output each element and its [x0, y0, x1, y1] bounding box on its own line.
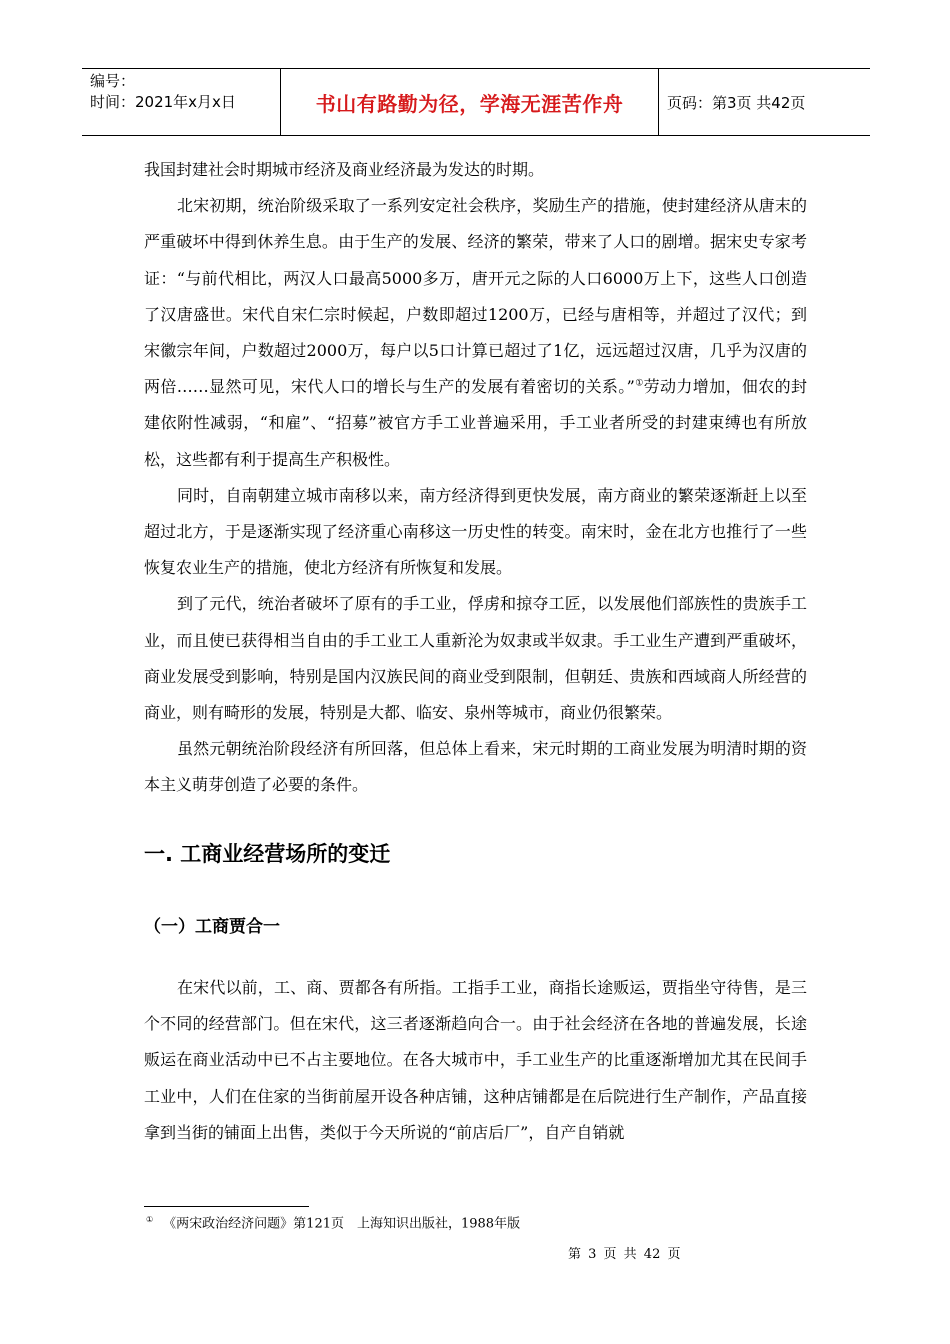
header-motto: 书山有路勤为径，学海无涯苦作舟	[281, 69, 659, 135]
footnote	[146, 1211, 520, 1233]
header-page-info: 页码：第3页 共42页	[667, 93, 806, 112]
section-body	[144, 970, 807, 1151]
footnote-mark: ①	[146, 1215, 154, 1224]
body-text	[144, 152, 807, 804]
paragraph-yuan-dynasty: 到了元代，统治者破坏了原有的手工业，俘虏和掠夺工匠，以发展他们部族性的贵族手工业，而且使已获得相当自由的手工业工人重新沦为奴隶或半奴隶。手工业生产遭到严重破坏，商业发展受到影响，特别是国内汉族民间的商业受到限制，但朝廷、贵族和西域商人所经营的商业，则有畸形的发展，特别是大都、临安、泉州等城市，商业仍很繁荣。	[144, 594, 807, 723]
paragraph-intro: 我国封建社会时期城市经济及商业经济最为发达的时期。	[144, 160, 545, 179]
date-label: 时间：2021年x月x日	[90, 93, 236, 111]
paragraph-northern-song	[144, 188, 807, 478]
doc-number-label: 编号：	[90, 72, 136, 90]
subsection-heading: （一）工商贾合一	[144, 917, 280, 937]
header-meta	[82, 69, 281, 135]
footnote-reference[interactable]: ①	[634, 378, 644, 389]
footnote-text: 《两宋政治经济问题》第121页 上海知识出版社，1988年版	[163, 1216, 521, 1232]
paragraph-northern-song-text-cont: 劳动力增加，佃农的封建依附性减弱，“和雇”、“招募”被官方手工业普遍采用，手工业者所受的封建束缚也有所放松，这些都有利于提高生产积极性。	[144, 377, 807, 469]
paragraph-northern-song-text: 北宋初期，统治阶级采取了一系列安定社会秩序，奖励生产的措施，使封建经济从唐末的严重破坏中得到休养生息。由于生产的发展、经济的繁荣，带来了人口的剧增。据宋史专家考证：“与前代相比，两汉人口最高5000多万，唐开元之际的人口6000万上下，这些人口创造了汉唐盛世。宋代自宋仁宗时候起，户数即超过1200万，已经与唐相等，并超过了汉代；到宋徽宗年间，户数超过2000万，每户以5口计算已超过了1亿，远远超过汉唐，几乎为汉唐的两倍……显然可见，宋代人口的增长与生产的发展有着密切的关系。”	[144, 196, 807, 397]
page-header	[82, 68, 870, 136]
paragraph-conclusion: 虽然元朝统治阶段经济有所回落，但总体上看来，宋元时期的工商业发展为明清时期的资本主义萌芽创造了必要的条件。	[144, 739, 807, 795]
footnote-divider	[144, 1206, 309, 1207]
paragraph-merchant-merge: 在宋代以前，工、商、贾都各有所指。工指手工业，商指长途贩运，贾指坐守待售，是三个不同的经营部门。但在宋代，这三者逐渐趋向合一。由于社会经济在各地的普遍发展，长途贩运在商业活动中已不占主要地位。在各大城市中，手工业生产的比重逐渐增加尤其在民间手工业中，人们在住家的当街前屋开设各种店铺，这种店铺都是在后院进行生产制作，产品直接拿到当街的铺面上出售，类似于今天所说的“前店后厂”，自产自销就	[144, 978, 807, 1142]
section-heading: 一. 工商业经营场所的变迁	[144, 842, 391, 866]
paragraph-southern-shift: 同时，自南朝建立城市南移以来，南方经济得到更快发展，南方商业的繁荣逐渐赶上以至超过北方，于是逐渐实现了经济重心南移这一历史性的转变。南宋时，金在北方也推行了一些恢复农业生产的措施，使北方经济有所恢复和发展。	[144, 485, 807, 578]
page-footer: 第 3 页 共 42 页	[568, 1247, 681, 1262]
